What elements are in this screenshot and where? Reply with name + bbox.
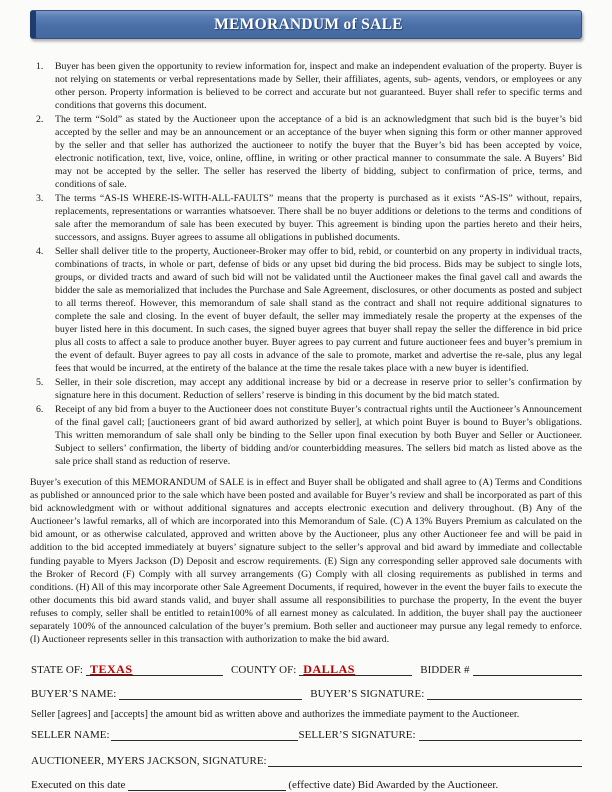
state-county-bidder-row bbox=[31, 662, 582, 676]
state-label: STATE OF: bbox=[31, 664, 83, 677]
term-number: 1. bbox=[36, 61, 44, 72]
buyer-signature-label: BUYER’S SIGNATURE: bbox=[310, 688, 425, 701]
executed-date-row bbox=[31, 777, 582, 791]
state-value: TEXAS bbox=[90, 662, 133, 677]
term-text: The term “Sold” as stated by the Auctioneer upon the acceptance of a bid is an acknowledgment that such bid is the buyer’s bid accepted by the seller and may be an announcement or an acceptance of the buyer when signing this form or other manner approved by the seller and that seller has authorized the auctioneer to notify the buyer that the Buyer’s bid has been accepted by voice, electronic notification, text, live, voice, online, offline, in writing or other practical manner to consummate the sale. A Buyers’ Bid may not be accepted by the seller. The seller has reserved the liberty of bidding, subject to confirmation of price, terms, and conditions of sale. bbox=[55, 114, 582, 190]
term-item-4 bbox=[36, 245, 582, 375]
term-number: 2. bbox=[36, 114, 44, 125]
state-field[interactable] bbox=[86, 662, 223, 676]
auctioneer-signature-label: AUCTIONEER, MYERS JACKSON, SIGNATURE: bbox=[31, 755, 267, 768]
seller-signature-label: SELLER’S SIGNATURE: bbox=[298, 729, 416, 742]
term-item-5 bbox=[36, 376, 582, 402]
county-value: DALLAS bbox=[303, 662, 355, 677]
term-text: Seller shall deliver title to the property, Auctioneer-Broker may offer to bid, rebid, or counterbid on any property in individual tracts, combinations of tracts, in whole or part, defense of bids or any upset bid during the bid process. Bids may be subject to single lots, groups, or divided tracts and award of such bid will not be validated until the Auctioneer makes the final gavel call and awards the bidder the sale as memorialized that includes the Purchase and Sale Agreement, disclosures, or other documents as posted and subject to all terms thereof. However, this memorandum of sale shall stand as the contract and shall not require additional signatures to complete the sale and closing. In the event of buyer default, the seller may immediately resale the property at the expenses of the buyer listed here in this document. In such cases, the signed buyer agrees that buyer shall repay the seller the difference in bid price plus all costs to affect a sale to produce another buyer. Buyer agrees to pay current and future auctioneer fees and buyer’s premium in the event of default. Buyer agrees to pay all costs in advance of the sale to promote, market and advertise the re-sale, plus any legal fees that would be incurred, at the entirety of the balance at the time the resale takes place with a new buyer is identified. bbox=[55, 246, 582, 374]
execution-paragraph: Buyer’s execution of this MEMORANDUM of SALE is in effect and Buyer shall be obligated and shall agree to (A) Terms and Conditions as published or announced prior to the sale which have been posted and available for Buyer’s review and shall be incorporated as part of this bid acknowledgment with or without additional signatures and accepts electronic execution and delivery throughout. (B) Any of the Auctioneer’s lawful remarks, all of which are incorporated into this Memorandum of Sale. (C) A 13% Buyers Premium as calculated on the bid amount, or as otherwise calculated, approved and written above by the Auctioneer, plus any other Auctioneer fee and will be paid in addition to the bid accepted immediately at buyers’ signature subject to the seller’s approval and bid award by immediate and collectable funding payable to Myers Jackson (D) Deposit and escrow requirements. (E) Sign any corresponding seller approved sale documents with the Broker of Record (F) Comply with all survey arrangements (G) Comply with all closing requirements as published in terms and conditions. (H) All of this may incorporate other Sale Agreement Documents, if required, however in the event the buyer fails to execute the other documents this bid award stands valid, and buyer shall assume all responsibilities to purchase the property, In the event the buyer refuses to comply, seller shall be entitled to retain100% of all earnest money as calculated. In addition, the buyer shall pay the auctioneer separately 100% of the announced calculation of the buyer’s premium. Both seller and auctioneer may pursue any legal remedy to enforce. (I) Auctioneer represents seller in this transaction with authorization to make the bid award. bbox=[30, 477, 582, 646]
seller-acceptance-row bbox=[31, 709, 582, 720]
buyer-name-field[interactable] bbox=[119, 686, 302, 700]
auctioneer-signature-field[interactable] bbox=[268, 753, 582, 767]
buyer-row bbox=[31, 686, 582, 700]
signature-form bbox=[31, 662, 582, 791]
term-number: 4. bbox=[36, 246, 44, 257]
bidder-number-label: BIDDER # bbox=[420, 664, 470, 677]
seller-name-label: SELLER NAME: bbox=[31, 729, 110, 742]
term-number: 5. bbox=[36, 377, 44, 388]
effective-date-label: (effective date) Bid Awarded by the Auctioneer. bbox=[288, 779, 499, 792]
term-text: Buyer has been given the opportunity to review information for, inspect and make an independent evaluation of the property. Buyer is not relying on statements or verbal representations made by Seller, their affiliates, agents, sub- agents, vendors, or employees or any other person. Property information is believed to be correct and accurate but not guaranteed. Buyer shall refer to specific terms and conditions that governs this document. bbox=[55, 61, 582, 111]
page-title: MEMORANDUM of SALE bbox=[214, 15, 403, 33]
bidder-number-field[interactable] bbox=[473, 662, 583, 676]
terms-list bbox=[36, 60, 582, 468]
title-bar bbox=[30, 10, 582, 39]
seller-row bbox=[31, 727, 582, 741]
term-item-3 bbox=[36, 192, 582, 244]
term-text: Seller, in their sole discretion, may accept any additional increase by bid or a decrease in reserve prior to seller’s confirmation by signature here in this document. Reduction of sellers’ reserve is binding in this document by the bid match stated. bbox=[55, 377, 582, 401]
county-label: COUNTY OF: bbox=[231, 664, 297, 677]
auctioneer-row bbox=[31, 753, 582, 767]
term-item-1 bbox=[36, 60, 582, 112]
seller-signature-field[interactable] bbox=[419, 727, 582, 741]
buyer-name-label: BUYER’S NAME: bbox=[31, 688, 117, 701]
seller-name-field[interactable] bbox=[111, 727, 298, 741]
executed-date-field[interactable] bbox=[128, 777, 286, 791]
term-item-6 bbox=[36, 403, 582, 468]
term-text: Receipt of any bid from a buyer to the Auctioneer does not constitute Buyer’s contractual rights until the Auctioneer’s Announcement of the final gavel call; [auctioneers grant of bid award authorized by seller], at which point Buyer is bound to Buyer’s obligations. This written memorandum of sale shall only be binding to the Seller upon final execution by both Buyer and Seller or Auctioneer. Subject to sellers’ confirmation, the liberty of bidding and/or counterbidding measures. The sellers bid match as listed above as the sale price shall stand as reduction of reserve. bbox=[55, 404, 582, 467]
buyer-signature-field[interactable] bbox=[427, 686, 582, 700]
term-number: 3. bbox=[36, 193, 44, 204]
term-item-2 bbox=[36, 113, 582, 191]
term-number: 6. bbox=[36, 404, 44, 415]
seller-acceptance-text: Seller [agrees] and [accepts] the amount bid as written above and authorizes the immediate payment to the Auctioneer. bbox=[31, 709, 520, 721]
county-field[interactable] bbox=[299, 662, 412, 676]
executed-date-label: Executed on this date bbox=[31, 779, 126, 792]
term-text: The terms “AS-IS WHERE-IS-WITH-ALL-FAULTS” means that the property is purchased as it exists “AS-IS” without, repairs, replacements, representations or warranties whatsoever. There shall be no buyer additions or deletions to the terms and conditions of sale after the memorandum of sale has been executed by buyer. This agreement is binding upon the parties hereto and their heirs, successors, and assigns. Buyer agrees to assume all obligations in published documents. bbox=[55, 193, 582, 243]
